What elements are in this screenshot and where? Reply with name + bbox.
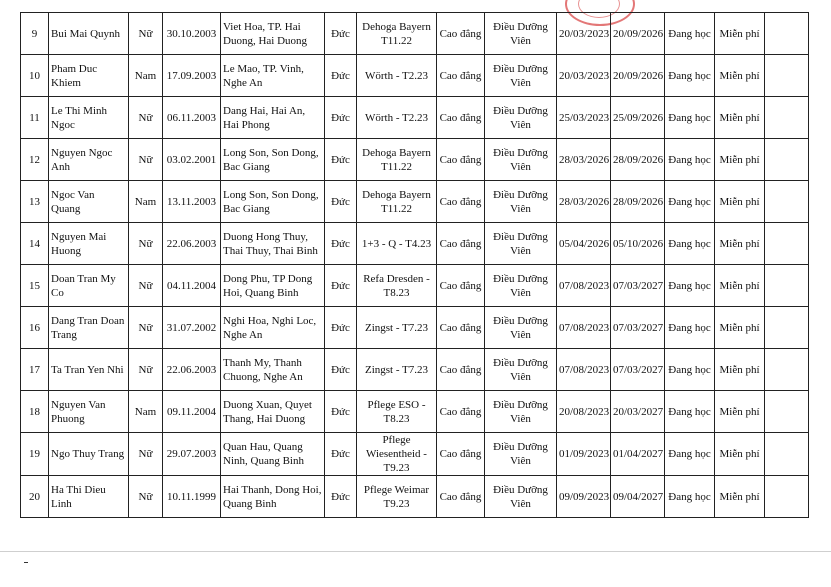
note-cell (765, 97, 809, 139)
country-cell: Đức (325, 13, 357, 55)
address-cell: Hai Thanh, Dong Hoi, Quang Binh (221, 476, 325, 518)
tuition-fee-cell: Miễn phí (715, 307, 765, 349)
note-cell (765, 391, 809, 433)
note-cell (765, 139, 809, 181)
study-status-cell: Đang học (665, 265, 715, 307)
student-name-cell: Nguyen Van Phuong (49, 391, 129, 433)
study-status-cell: Đang học (665, 223, 715, 265)
country-cell: Đức (325, 433, 357, 476)
end-date-cell: 20/03/2027 (611, 391, 665, 433)
gender-cell: Nam (129, 55, 163, 97)
row-number-cell: 11 (21, 97, 49, 139)
start-date-cell: 01/09/2023 (557, 433, 611, 476)
education-level-cell: Cao đẳng (437, 349, 485, 391)
row-number-cell: 9 (21, 13, 49, 55)
study-status-cell: Đang học (665, 139, 715, 181)
study-status-cell: Đang học (665, 433, 715, 476)
address-cell: Viet Hoa, TP. Hai Duong, Hai Duong (221, 13, 325, 55)
address-cell: Duong Xuan, Quyet Thang, Hai Duong (221, 391, 325, 433)
partner-program-cell: Zingst - T7.23 (357, 349, 437, 391)
date-of-birth-cell: 30.10.2003 (163, 13, 221, 55)
start-date-cell: 28/03/2026 (557, 181, 611, 223)
date-of-birth-cell: 09.11.2004 (163, 391, 221, 433)
partner-program-cell: Pflege Wiesentheid - T9.23 (357, 433, 437, 476)
date-of-birth-cell: 13.11.2003 (163, 181, 221, 223)
roster-body (21, 13, 809, 518)
gender-cell: Nữ (129, 433, 163, 476)
end-date-cell: 28/09/2026 (611, 139, 665, 181)
table-row (21, 223, 809, 265)
major-cell: Điều Dưỡng Viên (485, 476, 557, 518)
tuition-fee-cell: Miễn phí (715, 97, 765, 139)
partner-program-cell: Wörth - T2.23 (357, 55, 437, 97)
end-date-cell: 07/03/2027 (611, 307, 665, 349)
gender-cell: Nữ (129, 139, 163, 181)
address-cell: Dong Phu, TP Dong Hoi, Quang Binh (221, 265, 325, 307)
tuition-fee-cell: Miễn phí (715, 349, 765, 391)
start-date-cell: 20/03/2023 (557, 55, 611, 97)
table-row (21, 307, 809, 349)
education-level-cell: Cao đẳng (437, 223, 485, 265)
row-number-cell: 17 (21, 349, 49, 391)
gender-cell: Nữ (129, 265, 163, 307)
study-status-cell: Đang học (665, 307, 715, 349)
student-name-cell: Nguyen Ngoc Anh (49, 139, 129, 181)
date-of-birth-cell: 22.06.2003 (163, 349, 221, 391)
note-cell (765, 349, 809, 391)
education-level-cell: Cao đẳng (437, 433, 485, 476)
start-date-cell: 20/03/2023 (557, 13, 611, 55)
address-cell: Le Mao, TP. Vinh, Nghe An (221, 55, 325, 97)
tuition-fee-cell: Miễn phí (715, 181, 765, 223)
tuition-fee-cell: Miễn phí (715, 139, 765, 181)
student-name-cell: Doan Tran My Co (49, 265, 129, 307)
student-roster-table (20, 12, 809, 518)
row-number-cell: 14 (21, 223, 49, 265)
tuition-fee-cell: Miễn phí (715, 223, 765, 265)
date-of-birth-cell: 03.02.2001 (163, 139, 221, 181)
table-row (21, 97, 809, 139)
start-date-cell: 25/03/2023 (557, 97, 611, 139)
country-cell: Đức (325, 181, 357, 223)
student-name-cell: Ha Thi Dieu Linh (49, 476, 129, 518)
education-level-cell: Cao đẳng (437, 181, 485, 223)
note-cell (765, 265, 809, 307)
partner-program-cell: Dehoga Bayern T11.22 (357, 139, 437, 181)
study-status-cell: Đang học (665, 349, 715, 391)
row-number-cell: 16 (21, 307, 49, 349)
partner-program-cell: Dehoga Bayern T11.22 (357, 13, 437, 55)
tuition-fee-cell: Miễn phí (715, 265, 765, 307)
table-row (21, 265, 809, 307)
gender-cell: Nữ (129, 349, 163, 391)
date-of-birth-cell: 17.09.2003 (163, 55, 221, 97)
major-cell: Điều Dưỡng Viên (485, 349, 557, 391)
margin-mark (24, 562, 28, 563)
row-number-cell: 13 (21, 181, 49, 223)
start-date-cell: 07/08/2023 (557, 307, 611, 349)
end-date-cell: 28/09/2026 (611, 181, 665, 223)
note-cell (765, 476, 809, 518)
address-cell: Nghi Hoa, Nghi Loc, Nghe An (221, 307, 325, 349)
student-name-cell: Le Thi Minh Ngoc (49, 97, 129, 139)
table-row (21, 55, 809, 97)
partner-program-cell: Pflege Weimar T9.23 (357, 476, 437, 518)
scan-edge-line (0, 551, 831, 552)
gender-cell: Nữ (129, 13, 163, 55)
partner-program-cell: Refa Dresden - T8.23 (357, 265, 437, 307)
note-cell (765, 433, 809, 476)
major-cell: Điều Dưỡng Viên (485, 13, 557, 55)
row-number-cell: 10 (21, 55, 49, 97)
study-status-cell: Đang học (665, 181, 715, 223)
note-cell (765, 13, 809, 55)
student-name-cell: Ta Tran Yen Nhi (49, 349, 129, 391)
partner-program-cell: 1+3 - Q - T4.23 (357, 223, 437, 265)
date-of-birth-cell: 29.07.2003 (163, 433, 221, 476)
end-date-cell: 20/09/2026 (611, 13, 665, 55)
tuition-fee-cell: Miễn phí (715, 433, 765, 476)
gender-cell: Nam (129, 391, 163, 433)
note-cell (765, 55, 809, 97)
start-date-cell: 28/03/2026 (557, 139, 611, 181)
country-cell: Đức (325, 139, 357, 181)
row-number-cell: 12 (21, 139, 49, 181)
gender-cell: Nam (129, 181, 163, 223)
major-cell: Điều Dưỡng Viên (485, 55, 557, 97)
note-cell (765, 307, 809, 349)
start-date-cell: 20/08/2023 (557, 391, 611, 433)
country-cell: Đức (325, 307, 357, 349)
country-cell: Đức (325, 55, 357, 97)
education-level-cell: Cao đẳng (437, 307, 485, 349)
partner-program-cell: Pflege ESO - T8.23 (357, 391, 437, 433)
student-name-cell: Dang Tran Doan Trang (49, 307, 129, 349)
table-row (21, 433, 809, 476)
study-status-cell: Đang học (665, 391, 715, 433)
education-level-cell: Cao đẳng (437, 265, 485, 307)
end-date-cell: 07/03/2027 (611, 349, 665, 391)
table-row (21, 181, 809, 223)
partner-program-cell: Wörth - T2.23 (357, 97, 437, 139)
end-date-cell: 25/09/2026 (611, 97, 665, 139)
education-level-cell: Cao đẳng (437, 391, 485, 433)
end-date-cell: 05/10/2026 (611, 223, 665, 265)
gender-cell: Nữ (129, 307, 163, 349)
row-number-cell: 20 (21, 476, 49, 518)
education-level-cell: Cao đẳng (437, 13, 485, 55)
row-number-cell: 19 (21, 433, 49, 476)
tuition-fee-cell: Miễn phí (715, 55, 765, 97)
partner-program-cell: Zingst - T7.23 (357, 307, 437, 349)
student-name-cell: Nguyen Mai Huong (49, 223, 129, 265)
major-cell: Điều Dưỡng Viên (485, 97, 557, 139)
address-cell: Long Son, Son Dong, Bac Giang (221, 181, 325, 223)
table-row (21, 349, 809, 391)
education-level-cell: Cao đẳng (437, 97, 485, 139)
major-cell: Điều Dưỡng Viên (485, 181, 557, 223)
country-cell: Đức (325, 97, 357, 139)
row-number-cell: 15 (21, 265, 49, 307)
tuition-fee-cell: Miễn phí (715, 476, 765, 518)
address-cell: Thanh My, Thanh Chuong, Nghe An (221, 349, 325, 391)
date-of-birth-cell: 22.06.2003 (163, 223, 221, 265)
country-cell: Đức (325, 391, 357, 433)
start-date-cell: 07/08/2023 (557, 265, 611, 307)
end-date-cell: 07/03/2027 (611, 265, 665, 307)
start-date-cell: 07/08/2023 (557, 349, 611, 391)
tuition-fee-cell: Miễn phí (715, 13, 765, 55)
address-cell: Quan Hau, Quang Ninh, Quang Binh (221, 433, 325, 476)
address-cell: Long Son, Son Dong, Bac Giang (221, 139, 325, 181)
row-number-cell: 18 (21, 391, 49, 433)
date-of-birth-cell: 10.11.1999 (163, 476, 221, 518)
gender-cell: Nữ (129, 223, 163, 265)
date-of-birth-cell: 04.11.2004 (163, 265, 221, 307)
education-level-cell: Cao đẳng (437, 55, 485, 97)
table-row (21, 139, 809, 181)
gender-cell: Nữ (129, 97, 163, 139)
student-name-cell: Ngoc Van Quang (49, 181, 129, 223)
country-cell: Đức (325, 476, 357, 518)
end-date-cell: 20/09/2026 (611, 55, 665, 97)
country-cell: Đức (325, 223, 357, 265)
table-row (21, 13, 809, 55)
note-cell (765, 181, 809, 223)
address-cell: Dang Hai, Hai An, Hai Phong (221, 97, 325, 139)
study-status-cell: Đang học (665, 476, 715, 518)
note-cell (765, 223, 809, 265)
end-date-cell: 09/04/2027 (611, 476, 665, 518)
major-cell: Điều Dưỡng Viên (485, 307, 557, 349)
table-row (21, 391, 809, 433)
end-date-cell: 01/04/2027 (611, 433, 665, 476)
gender-cell: Nữ (129, 476, 163, 518)
major-cell: Điều Dưỡng Viên (485, 265, 557, 307)
student-name-cell: Pham Duc Khiem (49, 55, 129, 97)
tuition-fee-cell: Miễn phí (715, 391, 765, 433)
student-name-cell: Bui Mai Quynh (49, 13, 129, 55)
date-of-birth-cell: 06.11.2003 (163, 97, 221, 139)
start-date-cell: 05/04/2026 (557, 223, 611, 265)
country-cell: Đức (325, 265, 357, 307)
address-cell: Duong Hong Thuy, Thai Thuy, Thai Binh (221, 223, 325, 265)
partner-program-cell: Dehoga Bayern T11.22 (357, 181, 437, 223)
student-name-cell: Ngo Thuy Trang (49, 433, 129, 476)
education-level-cell: Cao đẳng (437, 139, 485, 181)
study-status-cell: Đang học (665, 97, 715, 139)
start-date-cell: 09/09/2023 (557, 476, 611, 518)
major-cell: Điều Dưỡng Viên (485, 223, 557, 265)
table-row (21, 476, 809, 518)
education-level-cell: Cao đẳng (437, 476, 485, 518)
major-cell: Điều Dưỡng Viên (485, 433, 557, 476)
date-of-birth-cell: 31.07.2002 (163, 307, 221, 349)
study-status-cell: Đang học (665, 55, 715, 97)
major-cell: Điều Dưỡng Viên (485, 391, 557, 433)
study-status-cell: Đang học (665, 13, 715, 55)
major-cell: Điều Dưỡng Viên (485, 139, 557, 181)
country-cell: Đức (325, 349, 357, 391)
